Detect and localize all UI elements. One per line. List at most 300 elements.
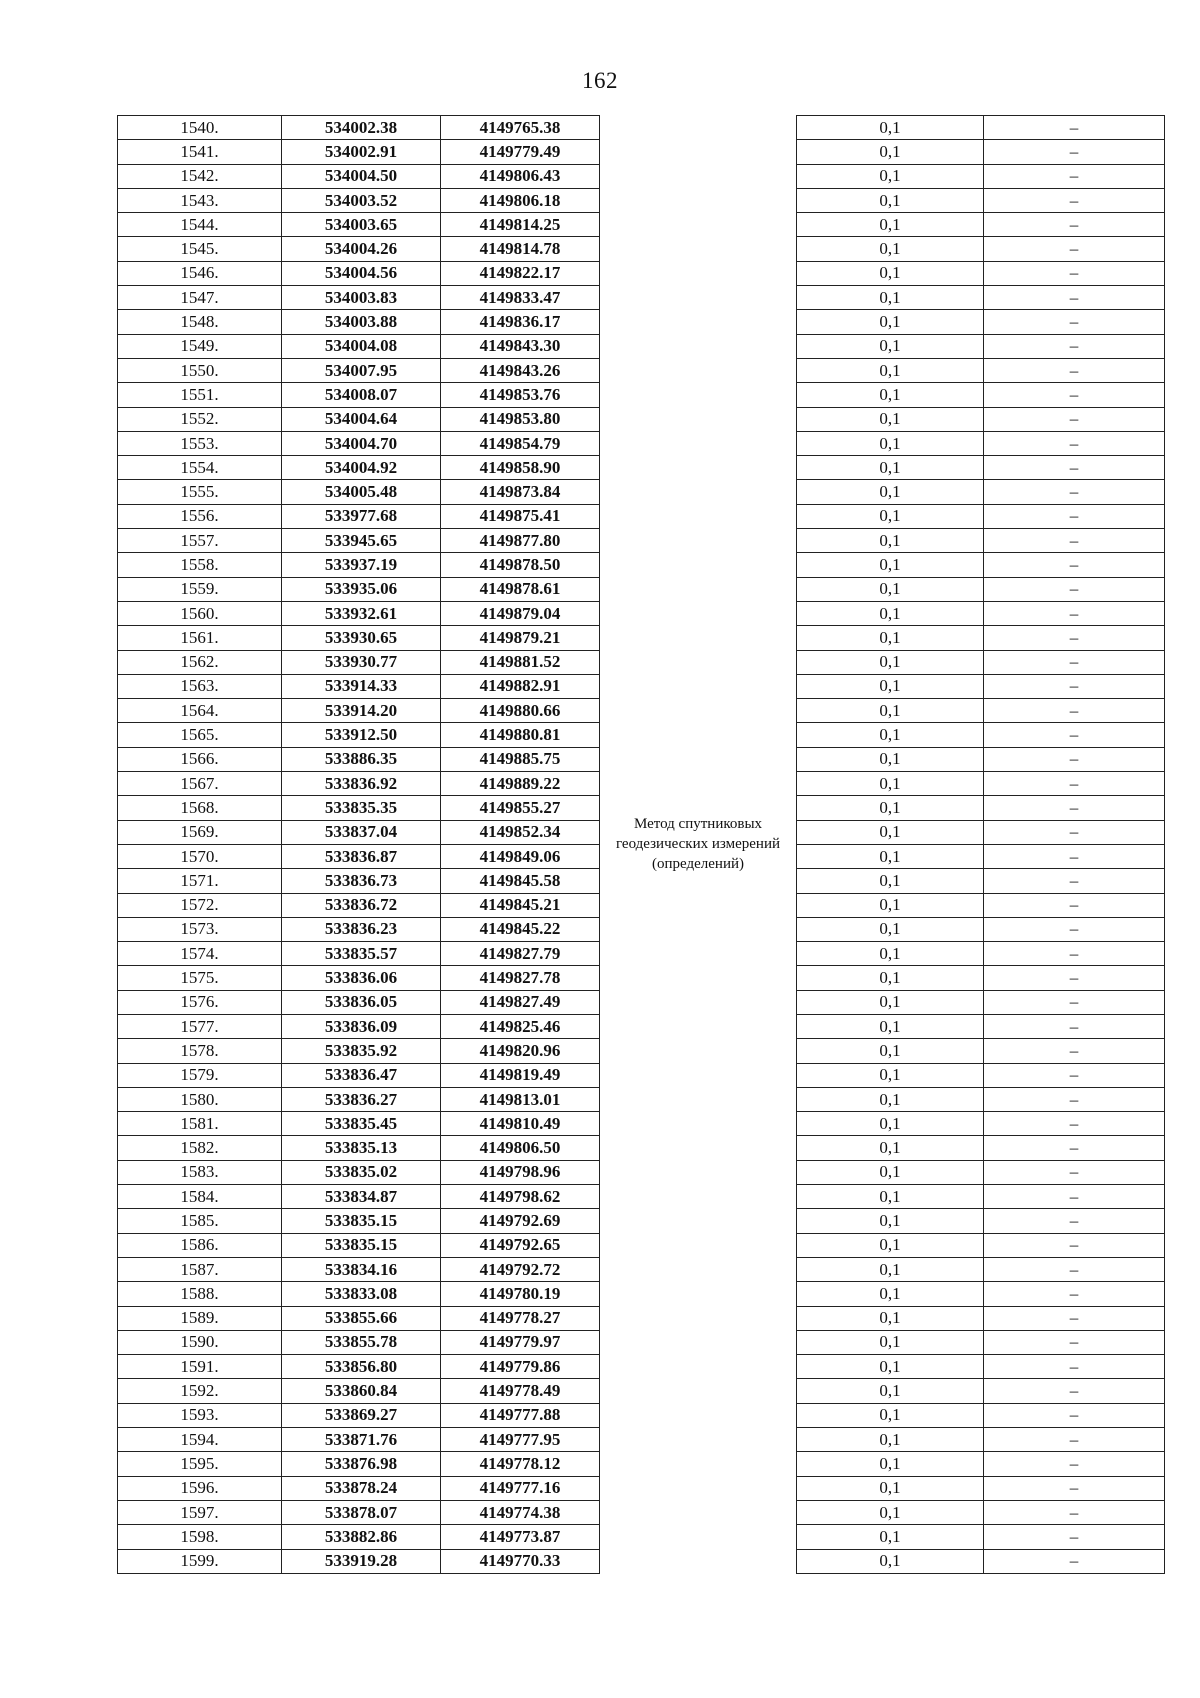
coordinate-x-cell: 534004.26 [282,237,441,261]
coordinate-x-cell: 533860.84 [282,1379,441,1403]
coordinate-y-cell: 4149853.80 [441,407,600,431]
coordinate-y-cell: 4149875.41 [441,504,600,528]
coordinate-y-cell: 4149813.01 [441,1087,600,1111]
coordinate-x-cell: 534004.08 [282,334,441,358]
coordinate-x-cell: 533878.07 [282,1500,441,1524]
coordinate-x-cell: 533836.27 [282,1087,441,1111]
coordinate-y-cell: 4149792.65 [441,1233,600,1257]
coordinate-y-cell: 4149774.38 [441,1500,600,1524]
coordinate-x-cell: 534007.95 [282,358,441,382]
note-cell: – [984,1403,1165,1427]
coordinate-x-cell: 534003.65 [282,213,441,237]
accuracy-cell: 0,1 [797,334,984,358]
accuracy-cell: 0,1 [797,480,984,504]
note-cell: – [984,869,1165,893]
note-cell: – [984,431,1165,455]
coordinate-x-cell: 533837.04 [282,820,441,844]
coordinate-y-cell: 4149843.30 [441,334,600,358]
note-cell: – [984,1185,1165,1209]
note-cell: – [984,1039,1165,1063]
accuracy-cell: 0,1 [797,942,984,966]
coordinate-x-cell: 533836.05 [282,990,441,1014]
accuracy-cell: 0,1 [797,1087,984,1111]
accuracy-cell: 0,1 [797,286,984,310]
accuracy-cell: 0,1 [797,1330,984,1354]
coordinate-y-cell: 4149825.46 [441,1014,600,1038]
coordinate-x-cell: 533836.73 [282,869,441,893]
note-cell: – [984,1063,1165,1087]
point-number-cell: 1582. [118,1136,282,1160]
coordinate-y-cell: 4149798.62 [441,1185,600,1209]
coordinate-x-cell: 534002.38 [282,116,441,140]
point-number-cell: 1542. [118,164,282,188]
coordinate-y-cell: 4149827.49 [441,990,600,1014]
coordinate-y-cell: 4149820.96 [441,1039,600,1063]
coordinate-x-cell: 533834.87 [282,1185,441,1209]
note-cell: – [984,140,1165,164]
point-number-cell: 1543. [118,188,282,212]
accuracy-cell: 0,1 [797,601,984,625]
coordinate-y-cell: 4149778.12 [441,1452,600,1476]
coordinate-y-cell: 4149879.21 [441,626,600,650]
point-number-cell: 1594. [118,1428,282,1452]
coordinate-x-cell: 533835.02 [282,1160,441,1184]
coordinate-x-cell: 533945.65 [282,529,441,553]
note-cell: – [984,1500,1165,1524]
coordinate-y-cell: 4149806.18 [441,188,600,212]
coordinate-y-cell: 4149878.61 [441,577,600,601]
coordinate-y-cell: 4149854.79 [441,431,600,455]
accuracy-cell: 0,1 [797,1233,984,1257]
accuracy-cell: 0,1 [797,869,984,893]
note-cell: – [984,261,1165,285]
accuracy-cell: 0,1 [797,723,984,747]
coordinate-x-cell: 533856.80 [282,1355,441,1379]
accuracy-cell: 0,1 [797,1549,984,1573]
note-cell: – [984,1525,1165,1549]
accuracy-cell: 0,1 [797,626,984,650]
accuracy-cell: 0,1 [797,358,984,382]
coordinate-y-cell: 4149810.49 [441,1112,600,1136]
note-cell: – [984,1233,1165,1257]
coordinate-y-cell: 4149885.75 [441,747,600,771]
note-cell: – [984,1355,1165,1379]
coordinate-y-cell: 4149855.27 [441,796,600,820]
note-cell: – [984,553,1165,577]
note-cell: – [984,747,1165,771]
accuracy-cell: 0,1 [797,310,984,334]
point-number-cell: 1561. [118,626,282,650]
point-number-cell: 1597. [118,1500,282,1524]
note-cell: – [984,286,1165,310]
accuracy-cell: 0,1 [797,504,984,528]
coordinate-y-cell: 4149881.52 [441,650,600,674]
note-cell: – [984,1330,1165,1354]
note-cell: – [984,1306,1165,1330]
point-number-cell: 1571. [118,869,282,893]
point-number-cell: 1566. [118,747,282,771]
coordinates-table-body [118,116,1165,1574]
coordinate-x-cell: 533836.87 [282,844,441,868]
coordinate-y-cell: 4149822.17 [441,261,600,285]
coordinate-x-cell: 534008.07 [282,383,441,407]
note-cell: – [984,407,1165,431]
coordinate-y-cell: 4149880.66 [441,699,600,723]
point-number-cell: 1559. [118,577,282,601]
coordinate-y-cell: 4149843.26 [441,358,600,382]
coordinate-x-cell: 533855.66 [282,1306,441,1330]
accuracy-cell: 0,1 [797,456,984,480]
coordinate-x-cell: 534003.52 [282,188,441,212]
note-cell: – [984,626,1165,650]
point-number-cell: 1554. [118,456,282,480]
point-number-cell: 1596. [118,1476,282,1500]
coordinate-x-cell: 533919.28 [282,1549,441,1573]
coordinate-y-cell: 4149792.69 [441,1209,600,1233]
note-cell: – [984,844,1165,868]
coordinate-x-cell: 533836.47 [282,1063,441,1087]
note-cell: – [984,1257,1165,1281]
point-number-cell: 1570. [118,844,282,868]
coordinate-x-cell: 533836.06 [282,966,441,990]
coordinate-x-cell: 533835.15 [282,1233,441,1257]
accuracy-cell: 0,1 [797,820,984,844]
coordinate-y-cell: 4149827.78 [441,966,600,990]
note-cell: – [984,674,1165,698]
coordinate-y-cell: 4149780.19 [441,1282,600,1306]
note-cell: – [984,820,1165,844]
accuracy-cell: 0,1 [797,237,984,261]
point-number-cell: 1555. [118,480,282,504]
note-cell: – [984,456,1165,480]
accuracy-cell: 0,1 [797,553,984,577]
note-cell: – [984,1087,1165,1111]
coordinate-x-cell: 533835.92 [282,1039,441,1063]
accuracy-cell: 0,1 [797,772,984,796]
coordinate-x-cell: 534005.48 [282,480,441,504]
accuracy-cell: 0,1 [797,1282,984,1306]
point-number-cell: 1572. [118,893,282,917]
accuracy-cell: 0,1 [797,1039,984,1063]
point-number-cell: 1548. [118,310,282,334]
accuracy-cell: 0,1 [797,966,984,990]
coordinate-x-cell: 533835.15 [282,1209,441,1233]
note-cell: – [984,480,1165,504]
note-cell: – [984,1112,1165,1136]
point-number-cell: 1593. [118,1403,282,1427]
coordinate-x-cell: 534004.50 [282,164,441,188]
coordinate-y-cell: 4149814.78 [441,237,600,261]
coordinate-y-cell: 4149773.87 [441,1525,600,1549]
accuracy-cell: 0,1 [797,1185,984,1209]
coordinate-y-cell: 4149878.50 [441,553,600,577]
coordinate-x-cell: 533835.35 [282,796,441,820]
table-row [118,116,1165,140]
point-number-cell: 1544. [118,213,282,237]
note-cell: – [984,188,1165,212]
coordinate-y-cell: 4149819.49 [441,1063,600,1087]
note-cell: – [984,116,1165,140]
coordinate-x-cell: 533935.06 [282,577,441,601]
note-cell: – [984,990,1165,1014]
point-number-cell: 1583. [118,1160,282,1184]
coordinate-y-cell: 4149827.79 [441,942,600,966]
coordinate-y-cell: 4149849.06 [441,844,600,868]
note-cell: – [984,334,1165,358]
point-number-cell: 1595. [118,1452,282,1476]
point-number-cell: 1592. [118,1379,282,1403]
accuracy-cell: 0,1 [797,1379,984,1403]
coordinate-x-cell: 534004.64 [282,407,441,431]
point-number-cell: 1576. [118,990,282,1014]
accuracy-cell: 0,1 [797,1476,984,1500]
coordinate-x-cell: 533876.98 [282,1452,441,1476]
accuracy-cell: 0,1 [797,1209,984,1233]
note-cell: – [984,1160,1165,1184]
point-number-cell: 1599. [118,1549,282,1573]
coordinate-x-cell: 533932.61 [282,601,441,625]
point-number-cell: 1551. [118,383,282,407]
point-number-cell: 1589. [118,1306,282,1330]
point-number-cell: 1569. [118,820,282,844]
point-number-cell: 1546. [118,261,282,285]
accuracy-cell: 0,1 [797,1063,984,1087]
coordinate-y-cell: 4149792.72 [441,1257,600,1281]
note-cell: – [984,1209,1165,1233]
coordinate-y-cell: 4149836.17 [441,310,600,334]
accuracy-cell: 0,1 [797,431,984,455]
accuracy-cell: 0,1 [797,116,984,140]
point-number-cell: 1540. [118,116,282,140]
coordinate-x-cell: 533914.20 [282,699,441,723]
coordinate-y-cell: 4149873.84 [441,480,600,504]
accuracy-cell: 0,1 [797,699,984,723]
coordinate-y-cell: 4149765.38 [441,116,600,140]
point-number-cell: 1550. [118,358,282,382]
coordinate-y-cell: 4149779.97 [441,1330,600,1354]
point-number-cell: 1563. [118,674,282,698]
coordinate-y-cell: 4149798.96 [441,1160,600,1184]
accuracy-cell: 0,1 [797,164,984,188]
accuracy-cell: 0,1 [797,1355,984,1379]
accuracy-cell: 0,1 [797,796,984,820]
coordinate-y-cell: 4149806.43 [441,164,600,188]
note-cell: – [984,237,1165,261]
accuracy-cell: 0,1 [797,1257,984,1281]
coordinate-y-cell: 4149845.21 [441,893,600,917]
note-cell: – [984,1549,1165,1573]
point-number-cell: 1573. [118,917,282,941]
accuracy-cell: 0,1 [797,407,984,431]
point-number-cell: 1578. [118,1039,282,1063]
accuracy-cell: 0,1 [797,213,984,237]
note-cell: – [984,164,1165,188]
note-cell: – [984,601,1165,625]
coordinate-x-cell: 533914.33 [282,674,441,698]
coordinate-x-cell: 533882.86 [282,1525,441,1549]
point-number-cell: 1552. [118,407,282,431]
note-cell: – [984,966,1165,990]
point-number-cell: 1568. [118,796,282,820]
accuracy-cell: 0,1 [797,529,984,553]
coordinate-x-cell: 534004.92 [282,456,441,480]
note-cell: – [984,383,1165,407]
coordinate-x-cell: 533835.45 [282,1112,441,1136]
point-number-cell: 1577. [118,1014,282,1038]
coordinate-y-cell: 4149877.80 [441,529,600,553]
coordinate-x-cell: 534003.88 [282,310,441,334]
coordinate-x-cell: 534004.56 [282,261,441,285]
coordinate-y-cell: 4149845.22 [441,917,600,941]
accuracy-cell: 0,1 [797,261,984,285]
point-number-cell: 1579. [118,1063,282,1087]
coordinate-y-cell: 4149778.49 [441,1379,600,1403]
accuracy-cell: 0,1 [797,577,984,601]
note-cell: – [984,893,1165,917]
coordinate-y-cell: 4149777.95 [441,1428,600,1452]
point-number-cell: 1562. [118,650,282,674]
accuracy-cell: 0,1 [797,1525,984,1549]
coordinate-y-cell: 4149833.47 [441,286,600,310]
point-number-cell: 1588. [118,1282,282,1306]
coordinate-x-cell: 533878.24 [282,1476,441,1500]
accuracy-cell: 0,1 [797,990,984,1014]
coordinate-y-cell: 4149770.33 [441,1549,600,1573]
coordinate-y-cell: 4149882.91 [441,674,600,698]
point-number-cell: 1565. [118,723,282,747]
accuracy-cell: 0,1 [797,1428,984,1452]
note-cell: – [984,942,1165,966]
point-number-cell: 1580. [118,1087,282,1111]
point-number-cell: 1564. [118,699,282,723]
coordinate-x-cell: 533930.77 [282,650,441,674]
coordinate-x-cell: 533836.72 [282,893,441,917]
point-number-cell: 1558. [118,553,282,577]
coordinate-x-cell: 533869.27 [282,1403,441,1427]
note-cell: – [984,358,1165,382]
note-cell: – [984,796,1165,820]
coordinate-y-cell: 4149814.25 [441,213,600,237]
accuracy-cell: 0,1 [797,844,984,868]
coordinate-x-cell: 533836.23 [282,917,441,941]
note-cell: – [984,723,1165,747]
note-cell: – [984,650,1165,674]
coordinate-x-cell: 533836.92 [282,772,441,796]
accuracy-cell: 0,1 [797,1500,984,1524]
coordinate-x-cell: 533886.35 [282,747,441,771]
coordinate-x-cell: 533836.09 [282,1014,441,1038]
accuracy-cell: 0,1 [797,917,984,941]
coordinate-y-cell: 4149858.90 [441,456,600,480]
point-number-cell: 1590. [118,1330,282,1354]
accuracy-cell: 0,1 [797,674,984,698]
accuracy-cell: 0,1 [797,1306,984,1330]
note-cell: – [984,1136,1165,1160]
point-number-cell: 1581. [118,1112,282,1136]
coordinate-x-cell: 533912.50 [282,723,441,747]
coordinate-y-cell: 4149889.22 [441,772,600,796]
note-cell: – [984,917,1165,941]
accuracy-cell: 0,1 [797,893,984,917]
accuracy-cell: 0,1 [797,1403,984,1427]
accuracy-cell: 0,1 [797,1452,984,1476]
note-cell: – [984,577,1165,601]
point-number-cell: 1545. [118,237,282,261]
coordinate-x-cell: 533977.68 [282,504,441,528]
coordinate-x-cell: 533835.13 [282,1136,441,1160]
note-cell: – [984,1282,1165,1306]
note-cell: – [984,772,1165,796]
note-cell: – [984,1452,1165,1476]
accuracy-cell: 0,1 [797,650,984,674]
point-number-cell: 1586. [118,1233,282,1257]
point-number-cell: 1567. [118,772,282,796]
note-cell: – [984,1014,1165,1038]
point-number-cell: 1560. [118,601,282,625]
note-cell: – [984,504,1165,528]
coordinate-x-cell: 533937.19 [282,553,441,577]
coordinates-table [117,115,1165,1574]
point-number-cell: 1584. [118,1185,282,1209]
accuracy-cell: 0,1 [797,747,984,771]
coordinate-y-cell: 4149853.76 [441,383,600,407]
point-number-cell: 1556. [118,504,282,528]
accuracy-cell: 0,1 [797,140,984,164]
coordinate-x-cell: 533930.65 [282,626,441,650]
point-number-cell: 1585. [118,1209,282,1233]
point-number-cell: 1591. [118,1355,282,1379]
page-number: 162 [582,68,618,93]
note-cell: – [984,310,1165,334]
method-cell [600,116,797,1574]
accuracy-cell: 0,1 [797,1160,984,1184]
coordinate-y-cell: 4149879.04 [441,601,600,625]
coordinate-x-cell: 533834.16 [282,1257,441,1281]
coordinate-y-cell: 4149779.49 [441,140,600,164]
coordinate-x-cell: 533833.08 [282,1282,441,1306]
coordinate-y-cell: 4149778.27 [441,1306,600,1330]
coordinate-y-cell: 4149779.86 [441,1355,600,1379]
point-number-cell: 1549. [118,334,282,358]
point-number-cell: 1541. [118,140,282,164]
method-text: Метод спутниковых геодезических измерений (определений) [615,816,781,873]
coordinate-y-cell: 4149806.50 [441,1136,600,1160]
note-cell: – [984,1476,1165,1500]
accuracy-cell: 0,1 [797,383,984,407]
note-cell: – [984,1379,1165,1403]
accuracy-cell: 0,1 [797,188,984,212]
coordinate-y-cell: 4149777.88 [441,1403,600,1427]
coordinate-y-cell: 4149880.81 [441,723,600,747]
coordinate-x-cell: 534004.70 [282,431,441,455]
note-cell: – [984,529,1165,553]
accuracy-cell: 0,1 [797,1112,984,1136]
coordinate-x-cell: 533835.57 [282,942,441,966]
coordinate-y-cell: 4149852.34 [441,820,600,844]
coordinate-x-cell: 533855.78 [282,1330,441,1354]
point-number-cell: 1575. [118,966,282,990]
point-number-cell: 1598. [118,1525,282,1549]
coordinate-x-cell: 534002.91 [282,140,441,164]
coordinate-y-cell: 4149845.58 [441,869,600,893]
point-number-cell: 1553. [118,431,282,455]
point-number-cell: 1557. [118,529,282,553]
coordinate-x-cell: 533871.76 [282,1428,441,1452]
point-number-cell: 1547. [118,286,282,310]
accuracy-cell: 0,1 [797,1136,984,1160]
note-cell: – [984,213,1165,237]
note-cell: – [984,1428,1165,1452]
